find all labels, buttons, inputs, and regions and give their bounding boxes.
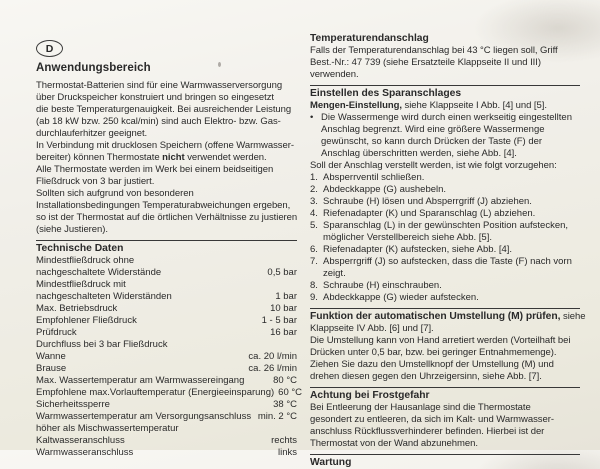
step-number: 9. <box>310 292 318 303</box>
step-number: 2. <box>310 184 318 195</box>
section-wartung <box>310 454 580 469</box>
table-row <box>36 339 297 351</box>
step-text: Absperrventil schließen. <box>323 172 425 183</box>
table-row <box>36 315 297 327</box>
step-item <box>310 244 580 256</box>
right-column <box>310 32 586 469</box>
table-row <box>36 423 297 435</box>
step-item <box>310 220 580 244</box>
row-label: Warmwassertemperatur am Versorgungsanschluss <box>36 411 252 422</box>
section-sparanschlag <box>310 85 580 304</box>
section-umstellung <box>310 308 586 383</box>
step-item <box>310 256 580 280</box>
row-label: Sicherheitssperre <box>36 399 110 410</box>
steps-intro: Soll der Anschlag verstellt werden, ist wie folgt vorzugehen: <box>310 160 557 171</box>
table-row <box>36 363 297 375</box>
step-number: 8. <box>310 280 318 291</box>
emphasis-nicht: nicht <box>162 152 185 163</box>
row-label: Max. Wassertemperatur am Warmwassereingang <box>36 375 245 386</box>
language-badge-letter: D <box>45 42 54 55</box>
table-row <box>36 303 297 315</box>
table-row <box>36 327 297 339</box>
umstellung-lead <box>310 310 586 335</box>
row-value: 10 bar <box>270 303 297 314</box>
step-text: Absperrgriff (J) so aufstecken, dass die Taste (F) nach vorn zeigt. <box>323 256 572 279</box>
section-divider <box>36 240 297 241</box>
section-divider <box>310 454 580 455</box>
table-row <box>36 255 297 279</box>
bullet-text: Die Wassermenge wird durch einen werkseitig eingestellten Anschlag begrenzt. Wird eine größere Wassermenge gewünscht, so kann durch Drücken der Taste (F) der Anschlag überschritten werden, siehe Abb. [4]. <box>321 112 572 159</box>
table-row <box>36 375 297 387</box>
step-number: 3. <box>310 196 318 207</box>
step-item <box>310 172 580 184</box>
section-divider <box>310 308 580 309</box>
step-text: Sparanschlag (L) in der gewünschten Position aufstecken, möglicher Verstellbereich siehe Abb. [5]. <box>323 220 569 243</box>
paragraph: Sollten sich aufgrund von besonderen Installationsbedingungen Temperaturabweichungen ergeben, so ist der Thermostat auf die örtlichen Verhältnisse zu justieren (siehe Justieren). <box>36 188 298 235</box>
row-label: Kaltwasseranschluss <box>36 435 125 446</box>
row-value: 38 °C <box>273 399 297 410</box>
frostgefahr-body: Bei Entleerung der Hausanlage sind die Thermostate gesondert zu entleeren, da sich im Kalt- und Warmwasser- anschluss Rückflussverhinderer befinden. Hierbei ist der Thermostat von der Wand abzunehmen. <box>310 402 554 449</box>
temperaturendanschlag-body: Falls der Temperaturendanschlag bei 43 °C liegen soll, Griff Best.-Nr.: 47 739 (siehe Ersatzteile Klappseite II und III) verwenden. <box>310 45 558 80</box>
row-value: ca. 20 l/min <box>248 351 297 362</box>
paragraph: Alle Thermostate werden im Werk bei einem beidseitigen Fließdruck von 3 bar justiert. <box>36 164 274 187</box>
anwendungsbereich-body <box>36 80 297 236</box>
row-value: 1 - 5 bar <box>261 315 297 326</box>
tech-data-table <box>36 255 303 459</box>
table-row <box>36 387 303 399</box>
row-label: Warmwasseranschluss <box>36 447 134 458</box>
step-text: Abdeckkappe (G) aushebeln. <box>323 184 447 195</box>
row-label: Empfohlener Fließdruck <box>36 315 137 326</box>
row-value: 1 bar <box>275 291 297 302</box>
heading-anwendungsbereich: Anwendungsbereich <box>36 62 151 74</box>
table-row <box>36 351 297 363</box>
step-text: Schraube (H) einschrauben. <box>323 280 442 291</box>
row-label: Max. Betriebsdruck <box>36 303 118 314</box>
mengen-einstellung-lead: Mengen-Einstellung, <box>310 100 402 111</box>
table-row <box>36 279 297 303</box>
mengen-einstellung-line <box>310 100 580 112</box>
row-label: Empfohlene max.Vorlauftemperatur (Energieeinsparung) <box>36 387 275 398</box>
row-value: min. 2 °C <box>257 411 297 422</box>
row-value: 0,5 bar <box>267 267 297 278</box>
row-value: ca. 26 l/min <box>248 363 297 374</box>
table-row <box>36 435 297 447</box>
bullet-marker: • <box>310 112 314 123</box>
section-divider <box>310 85 580 86</box>
step-item <box>310 280 580 292</box>
section-technische-daten <box>36 240 303 459</box>
row-value: links <box>277 447 297 458</box>
step-number: 5. <box>310 220 318 231</box>
table-row <box>36 411 297 423</box>
row-value: 16 bar <box>270 327 297 338</box>
step-text: Riefenadapter (K) aufstecken, siehe Abb. [4]. <box>323 244 513 255</box>
umstellung-body: Die Umstellung kann von Hand arretiert werden (Vorteilhaft bei Drücken unter 0,5 bar, bzw. bei geringer Entnahmemenge). Ziehen Sie dazu den Umstellknopf der Umstellung (M) und drehen diesen gegen den Uhrzeigersinn, siehe Abb. [7]. <box>310 335 571 382</box>
row-label: Brause <box>36 363 67 374</box>
step-item <box>310 208 580 220</box>
heading-temperaturendanschlag: Temperaturendanschlag <box>310 33 429 44</box>
row-label: höher als Mischwassertemperatur <box>36 423 179 434</box>
section-frostgefahr <box>310 387 580 450</box>
umstellung-lead-rest: siehe Klappseite IV Abb. [6] und [7]. <box>310 311 586 334</box>
row-label: Mindestfließdruck mit nachgeschalteten Widerständen <box>36 279 172 302</box>
heading-sparanschlag: Einstellen des Sparanschlages <box>310 88 462 99</box>
heading-technische-daten: Technische Daten <box>36 243 124 254</box>
paragraph: In Verbindung mit drucklosen Speichern (offene Warmwasser- bereiter) können Thermostate <box>36 140 294 163</box>
paragraph: verwendet werden. <box>187 152 267 163</box>
row-label: Durchfluss bei 3 bar Fließdruck <box>36 339 168 350</box>
step-number: 4. <box>310 208 318 219</box>
step-text: Schraube (H) lösen und Absperrgriff (J) abziehen. <box>323 196 532 207</box>
step-number: 7. <box>310 256 318 267</box>
row-label: Mindestfließdruck ohne nachgeschaltete Widerstände <box>36 255 162 278</box>
heading-umstellung: Funktion der automatischen Umstellung (M) prüfen, <box>310 311 561 322</box>
language-badge <box>36 40 63 57</box>
step-text: Riefenadapter (K) und Sparanschlag (L) abziehen. <box>323 208 536 219</box>
left-column <box>36 40 303 459</box>
step-item <box>310 184 580 196</box>
row-value: 60 °C <box>278 387 303 398</box>
steps-list <box>310 172 580 304</box>
row-value: 80 °C <box>273 375 297 386</box>
row-label: Prüfdruck <box>36 327 77 338</box>
table-row <box>36 447 297 459</box>
step-text: Abdeckkappe (G) wieder aufstecken. <box>323 292 479 303</box>
row-value: rechts <box>271 435 297 446</box>
heading-frostgefahr: Achtung bei Frostgefahr <box>310 390 430 401</box>
section-divider <box>310 387 580 388</box>
bullet-item <box>310 112 580 160</box>
row-label: Wanne <box>36 351 66 362</box>
step-number: 6. <box>310 244 318 255</box>
step-item <box>310 292 580 304</box>
mengen-einstellung-rest: siehe Klappseite I Abb. [4] und [5]. <box>401 100 547 111</box>
heading-wartung: Wartung <box>310 457 352 468</box>
table-row <box>36 399 297 411</box>
step-item <box>310 196 580 208</box>
step-number: 1. <box>310 172 318 183</box>
paragraph: Thermostat-Batterien sind für eine Warmwasserversorgung über Druckspeicher konstruiert und bringen so eingesetzt die beste Temperaturgenauigkeit. Bei ausreichender Leistung (ab 18 kW bzw. 250 kcal/min) sind auch Elektro- bzw. Gas- durchlauferhitzer geeignet. <box>36 80 292 139</box>
